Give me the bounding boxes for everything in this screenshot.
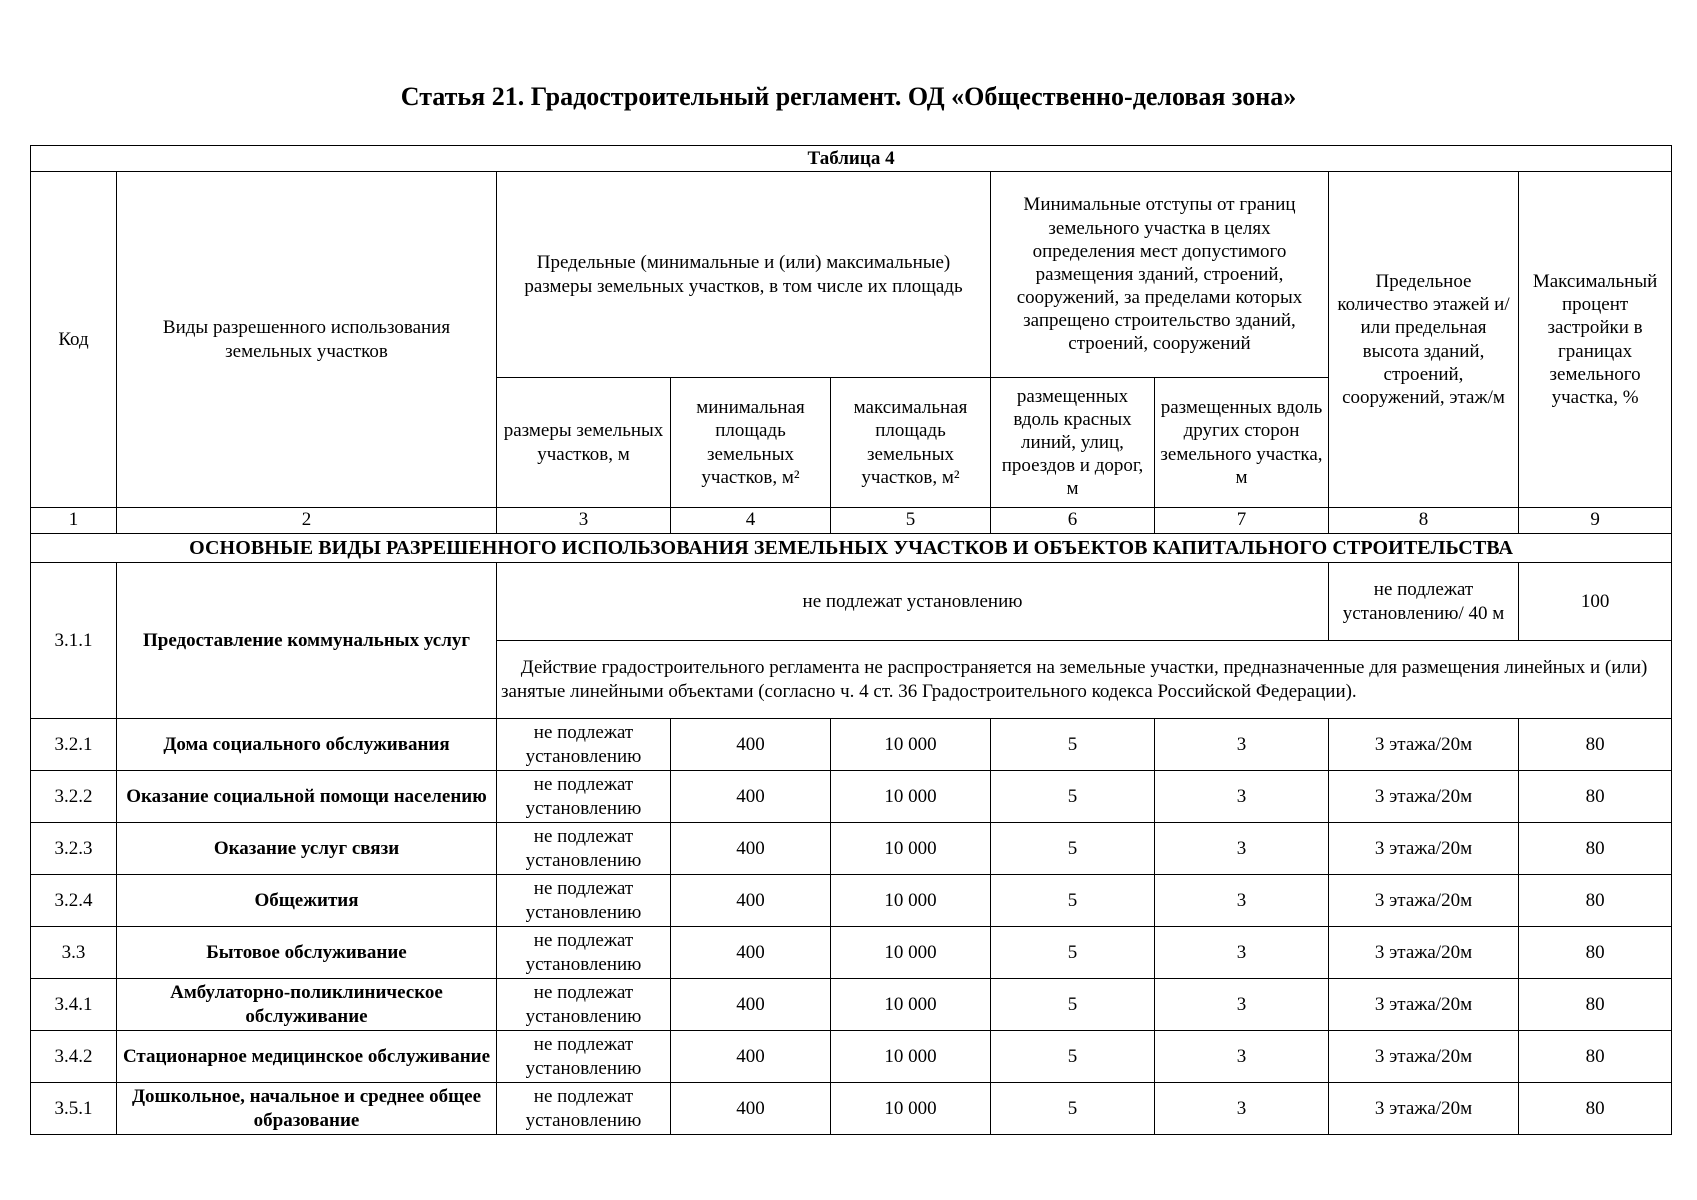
header-setbacks: Минимальные отступы от границ земельного участка в целях определения мест допустимого размещения зданий, строений, сооружений, за пределами которых запрещено строительство зданий, строений, сооружений [991, 172, 1329, 378]
row-percent: 80 [1519, 927, 1672, 979]
table-row [31, 979, 1672, 1031]
row-setback-red: 5 [991, 823, 1155, 875]
header-floors: Предельное количество этажей и/или предельная высота зданий, строений, сооружений, этаж/м [1329, 172, 1519, 508]
row-code: 3.4.2 [31, 1031, 117, 1083]
row-floors: не подлежат установлению/ 40 м [1329, 563, 1519, 641]
row-setback-red: 5 [991, 927, 1155, 979]
col-number: 9 [1519, 508, 1672, 534]
row-min-area: 400 [671, 771, 831, 823]
row-min-area: 400 [671, 875, 831, 927]
row-name: Амбулаторно-поликлиническое обслуживание [117, 979, 497, 1031]
row-sizes: не подлежат установлению [497, 771, 671, 823]
row-code: 3.4.1 [31, 979, 117, 1031]
row-max-area: 10 000 [831, 979, 991, 1031]
row-sizes: не подлежат установлению [497, 875, 671, 927]
table-row [31, 1083, 1672, 1135]
table-row [31, 823, 1672, 875]
row-setback-other: 3 [1155, 771, 1329, 823]
row-setback-other: 3 [1155, 927, 1329, 979]
row-min-area: 400 [671, 927, 831, 979]
col-number: 2 [117, 508, 497, 534]
row-setback-other: 3 [1155, 1083, 1329, 1135]
row-floors: 3 этажа/20м [1329, 1083, 1519, 1135]
row-sizes: не подлежат установлению [497, 823, 671, 875]
row-percent: 80 [1519, 1083, 1672, 1135]
col-number: 4 [671, 508, 831, 534]
row-floors: 3 этажа/20м [1329, 771, 1519, 823]
row-setback-other: 3 [1155, 875, 1329, 927]
row-name: Дома социального обслуживания [117, 719, 497, 771]
row-name: Оказание услуг связи [117, 823, 497, 875]
row-floors: 3 этажа/20м [1329, 719, 1519, 771]
table-label: Таблица 4 [31, 146, 1672, 172]
header-sizes-m: размеры земельных участков, м [497, 378, 671, 508]
row-setback-red: 5 [991, 719, 1155, 771]
row-floors: 3 этажа/20м [1329, 927, 1519, 979]
row-name: Бытовое обслуживание [117, 927, 497, 979]
row-code: 3.3 [31, 927, 117, 979]
row-setback-red: 5 [991, 771, 1155, 823]
row-percent: 80 [1519, 771, 1672, 823]
page-title: Статья 21. Градостроительный регламент. ОД «Общественно-деловая зона» [400, 82, 1297, 111]
table-row [31, 1031, 1672, 1083]
header-max-percent: Максимальный процент застройки в границах земельного участка, % [1519, 172, 1672, 508]
row-max-area: 10 000 [831, 823, 991, 875]
header-min-area: минимальная площадь земельных участков, м² [671, 378, 831, 508]
table-row [31, 927, 1672, 979]
row-name: Предоставление коммунальных услуг [117, 563, 497, 719]
row-code: 3.2.1 [31, 719, 117, 771]
row-max-area: 10 000 [831, 875, 991, 927]
row-percent: 80 [1519, 719, 1672, 771]
row-min-area: 400 [671, 1031, 831, 1083]
row-percent: 80 [1519, 875, 1672, 927]
row-floors: 3 этажа/20м [1329, 979, 1519, 1031]
section-title: ОСНОВНЫЕ ВИДЫ РАЗРЕШЕННОГО ИСПОЛЬЗОВАНИЯ ЗЕМЕЛЬНЫХ УЧАСТКОВ И ОБЪЕКТОВ КАПИТАЛЬНОГО СТРОИТЕЛЬСТВА [31, 534, 1672, 563]
row-setback-red: 5 [991, 979, 1155, 1031]
row-percent: 100 [1519, 563, 1672, 641]
header-code: Код [31, 172, 117, 508]
row-name: Оказание социальной помощи населению [117, 771, 497, 823]
row-floors: 3 этажа/20м [1329, 875, 1519, 927]
row-setback-red: 5 [991, 1031, 1155, 1083]
col-number: 3 [497, 508, 671, 534]
row-code: 3.2.3 [31, 823, 117, 875]
row-max-area: 10 000 [831, 771, 991, 823]
row-setback-red: 5 [991, 1083, 1155, 1135]
row-name: Стационарное медицинское обслуживание [117, 1031, 497, 1083]
not-set-cell: не подлежат установлению [497, 563, 1329, 641]
row-sizes: не подлежат установлению [497, 719, 671, 771]
row-setback-other: 3 [1155, 979, 1329, 1031]
col-number: 1 [31, 508, 117, 534]
regulation-table [30, 145, 1672, 1135]
header-use-types: Виды разрешенного использования земельных участков [117, 172, 497, 508]
col-number: 5 [831, 508, 991, 534]
row-code: 3.2.4 [31, 875, 117, 927]
header-along-red: размещенных вдоль красных линий, улиц, проездов и дорог, м [991, 378, 1155, 508]
row-min-area: 400 [671, 979, 831, 1031]
row-min-area: 400 [671, 719, 831, 771]
row-min-area: 400 [671, 1083, 831, 1135]
header-along-other: размещенных вдоль других сторон земельного участка, м [1155, 378, 1329, 508]
header-limit-sizes: Предельные (минимальные и (или) максимальные) размеры земельных участков, в том числе их площадь [497, 172, 991, 378]
table-row [31, 875, 1672, 927]
row-floors: 3 этажа/20м [1329, 1031, 1519, 1083]
col-number: 6 [991, 508, 1155, 534]
row-sizes: не подлежат установлению [497, 1031, 671, 1083]
row-code: 3.2.2 [31, 771, 117, 823]
col-number: 7 [1155, 508, 1329, 534]
row-max-area: 10 000 [831, 1083, 991, 1135]
header-max-area: максимальная площадь земельных участков, м² [831, 378, 991, 508]
row-percent: 80 [1519, 823, 1672, 875]
row-setback-other: 3 [1155, 719, 1329, 771]
row-setback-other: 3 [1155, 823, 1329, 875]
row-percent: 80 [1519, 1031, 1672, 1083]
table-row [31, 771, 1672, 823]
row-sizes: не подлежат установлению [497, 927, 671, 979]
col-number: 8 [1329, 508, 1519, 534]
regulation-note: Действие градостроительного регламента не распространяется на земельные участки, предназначенные для размещения линейных и (или) занятые линейными объектами (согласно ч. 4 ст. 36 Градостроительного кодекса Российской Федерации). [497, 641, 1672, 719]
row-name: Дошкольное, начальное и среднее общее образование [117, 1083, 497, 1135]
row-setback-red: 5 [991, 875, 1155, 927]
row-min-area: 400 [671, 823, 831, 875]
row-max-area: 10 000 [831, 927, 991, 979]
row-floors: 3 этажа/20м [1329, 823, 1519, 875]
row-setback-other: 3 [1155, 1031, 1329, 1083]
row-sizes: не подлежат установлению [497, 979, 671, 1031]
row-code: 3.1.1 [31, 563, 117, 719]
row-percent: 80 [1519, 979, 1672, 1031]
table-row [31, 719, 1672, 771]
row-max-area: 10 000 [831, 719, 991, 771]
row-name: Общежития [117, 875, 497, 927]
row-sizes: не подлежат установлению [497, 1083, 671, 1135]
row-code: 3.5.1 [31, 1083, 117, 1135]
row-max-area: 10 000 [831, 1031, 991, 1083]
